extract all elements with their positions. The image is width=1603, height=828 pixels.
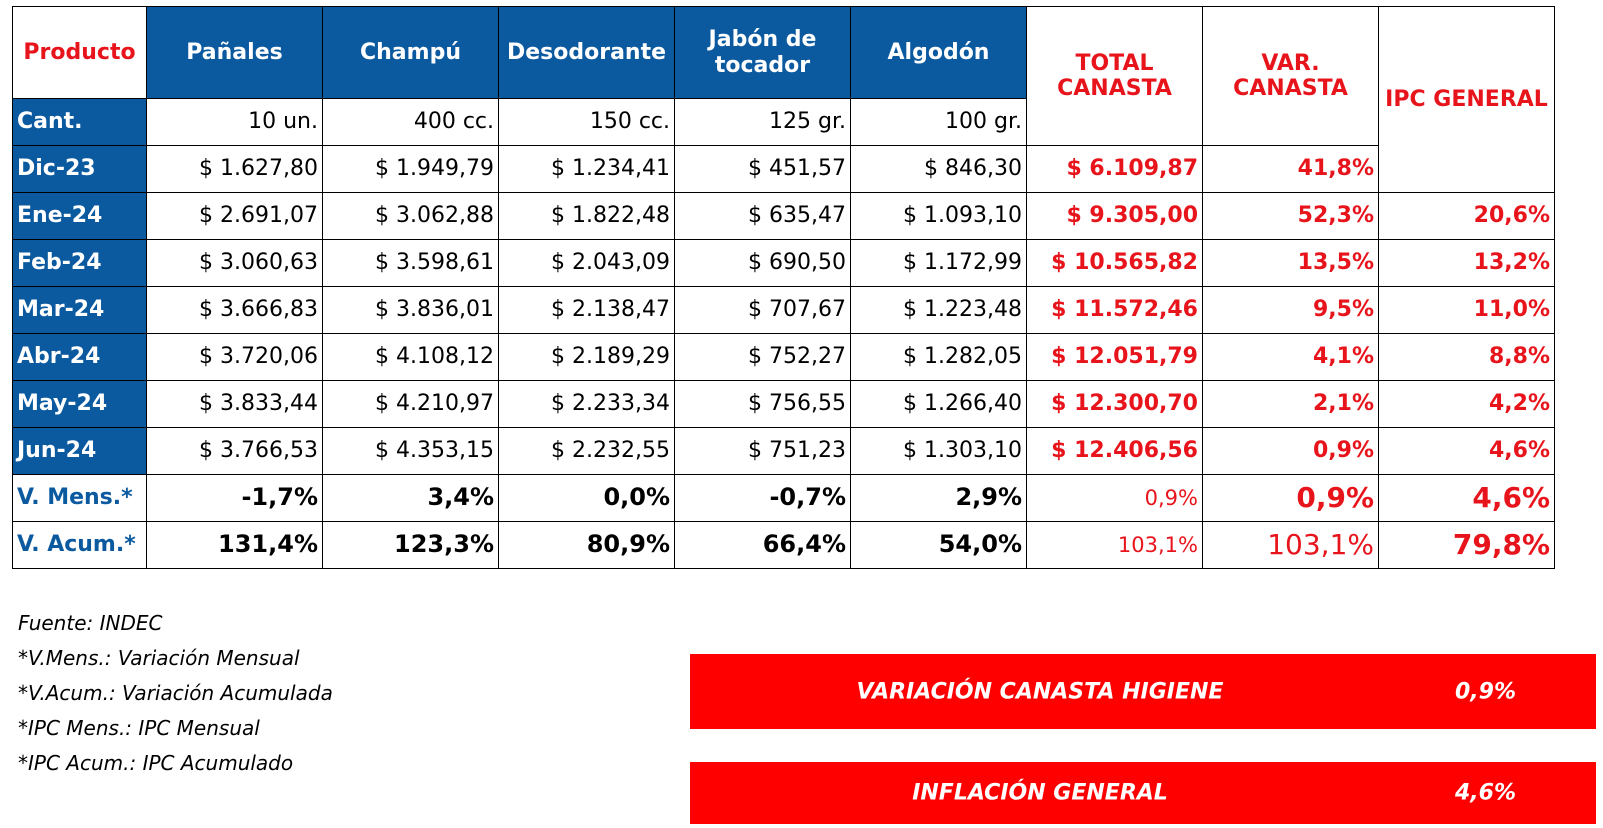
v-acum-cell: 131,4% [147,522,323,569]
price-cell: $ 1.822,48 [499,193,675,240]
price-cell: $ 1.303,10 [851,428,1027,475]
v-acum-cell: 66,4% [675,522,851,569]
general-inflation-banner [690,762,1596,824]
row-label: Abr-24 [13,334,147,381]
v-acum-label: V. Acum.* [13,522,147,569]
price-cell: $ 1.172,99 [851,240,1027,287]
unit-cell: 125 gr. [675,99,851,146]
price-cell: $ 1.627,80 [147,146,323,193]
total-cell: $ 12.300,70 [1027,381,1203,428]
table-row [13,287,1555,334]
v-mens-cell: 3,4% [323,475,499,522]
table-row [13,193,1555,240]
total-canasta-header: TOTAL CANASTA [1027,7,1203,146]
price-cell: $ 1.223,48 [851,287,1027,334]
ipc-cell: 8,8% [1379,334,1555,381]
v-acum-row [13,522,1555,569]
price-cell: $ 3.062,88 [323,193,499,240]
v-mens-ipc-cell: 4,6% [1379,475,1555,522]
source-note: Fuente: INDEC [18,611,163,635]
v-mens-var-cell: 0,9% [1203,475,1379,522]
v-acum-total-cell: 103,1% [1027,522,1203,569]
total-cell: $ 9.305,00 [1027,193,1203,240]
price-cell: $ 4.210,97 [323,381,499,428]
v-mens-cell: -0,7% [675,475,851,522]
v-mens-cell: 0,0% [499,475,675,522]
price-cell: $ 4.108,12 [323,334,499,381]
product-header-panales: Pañales [147,7,323,99]
price-cell: $ 2.043,09 [499,240,675,287]
units-label: Cant. [13,99,147,146]
price-cell: $ 3.720,06 [147,334,323,381]
var-cell: 2,1% [1203,381,1379,428]
unit-cell: 10 un. [147,99,323,146]
price-cell: $ 3.836,01 [323,287,499,334]
v-acum-cell: 54,0% [851,522,1027,569]
price-cell: $ 1.266,40 [851,381,1027,428]
price-cell: $ 707,67 [675,287,851,334]
footnote: *V.Acum.: Variación Acumulada [18,681,333,705]
price-cell: $ 1.093,10 [851,193,1027,240]
var-cell: 52,3% [1203,193,1379,240]
table-row [13,146,1555,193]
var-cell: 13,5% [1203,240,1379,287]
product-header-desodorante: Desodorante [499,7,675,99]
product-header-algodon: Algodón [851,7,1027,99]
total-cell: $ 6.109,87 [1027,146,1203,193]
price-cell: $ 635,47 [675,193,851,240]
product-header-champu: Champú [323,7,499,99]
price-cell: $ 3.666,83 [147,287,323,334]
price-cell: $ 2.138,47 [499,287,675,334]
v-mens-cell: 2,9% [851,475,1027,522]
product-header-jabon: Jabón de tocador [675,7,851,99]
ipc-cell: 11,0% [1379,287,1555,334]
price-cell: $ 3.060,63 [147,240,323,287]
banner-value: 4,6% [1454,780,1516,806]
v-mens-cell: -1,7% [147,475,323,522]
footnote: *IPC Acum.: IPC Acumulado [18,751,294,775]
v-acum-cell: 80,9% [499,522,675,569]
footnote: *V.Mens.: Variación Mensual [18,646,300,670]
price-cell: $ 752,27 [675,334,851,381]
total-cell: $ 10.565,82 [1027,240,1203,287]
price-cell: $ 2.233,34 [499,381,675,428]
price-cell: $ 451,57 [675,146,851,193]
price-cell: $ 1.949,79 [323,146,499,193]
price-cell: $ 756,55 [675,381,851,428]
ipc-cell: 13,2% [1379,240,1555,287]
table-row [13,381,1555,428]
row-label: Jun-24 [13,428,147,475]
var-canasta-header: VAR. CANASTA [1203,7,1379,146]
row-label: May-24 [13,381,147,428]
unit-cell: 100 gr. [851,99,1027,146]
price-cell: $ 1.234,41 [499,146,675,193]
ipc-general-header: IPC GENERAL [1379,7,1555,193]
v-acum-ipc-cell: 79,8% [1379,522,1555,569]
ipc-cell: 4,2% [1379,381,1555,428]
var-cell: 4,1% [1203,334,1379,381]
price-cell: $ 690,50 [675,240,851,287]
ipc-cell: 20,6% [1379,193,1555,240]
row-label: Mar-24 [13,287,147,334]
unit-cell: 150 cc. [499,99,675,146]
price-cell: $ 2.189,29 [499,334,675,381]
price-cell: $ 4.353,15 [323,428,499,475]
price-cell: $ 846,30 [851,146,1027,193]
banner-label: INFLACIÓN GENERAL [912,780,1168,806]
price-cell: $ 751,23 [675,428,851,475]
price-cell: $ 2.232,55 [499,428,675,475]
ipc-cell: 4,6% [1379,428,1555,475]
header-row [13,7,1555,99]
v-mens-total-cell: 0,9% [1027,475,1203,522]
var-cell: 0,9% [1203,428,1379,475]
row-label: Feb-24 [13,240,147,287]
price-cell: $ 1.282,05 [851,334,1027,381]
hygiene-basket-variation-banner [690,654,1596,729]
var-cell: 41,8% [1203,146,1379,193]
table-row [13,428,1555,475]
v-acum-var-cell: 103,1% [1203,522,1379,569]
footnote: *IPC Mens.: IPC Mensual [18,716,260,740]
producto-header: Producto [13,7,147,99]
table-row [13,240,1555,287]
total-cell: $ 12.406,56 [1027,428,1203,475]
price-cell: $ 3.833,44 [147,381,323,428]
footnotes [18,606,333,781]
price-cell: $ 3.598,61 [323,240,499,287]
table-row [13,334,1555,381]
v-acum-cell: 123,3% [323,522,499,569]
row-label: Dic-23 [13,146,147,193]
total-cell: $ 12.051,79 [1027,334,1203,381]
v-mens-label: V. Mens.* [13,475,147,522]
total-cell: $ 11.572,46 [1027,287,1203,334]
hygiene-basket-table [12,6,1555,569]
banner-value: 0,9% [1454,679,1516,704]
v-mens-row [13,475,1555,522]
price-cell: $ 3.766,53 [147,428,323,475]
banner-label: VARIACIÓN CANASTA HIGIENE [856,679,1224,704]
unit-cell: 400 cc. [323,99,499,146]
var-cell: 9,5% [1203,287,1379,334]
price-cell: $ 2.691,07 [147,193,323,240]
row-label: Ene-24 [13,193,147,240]
